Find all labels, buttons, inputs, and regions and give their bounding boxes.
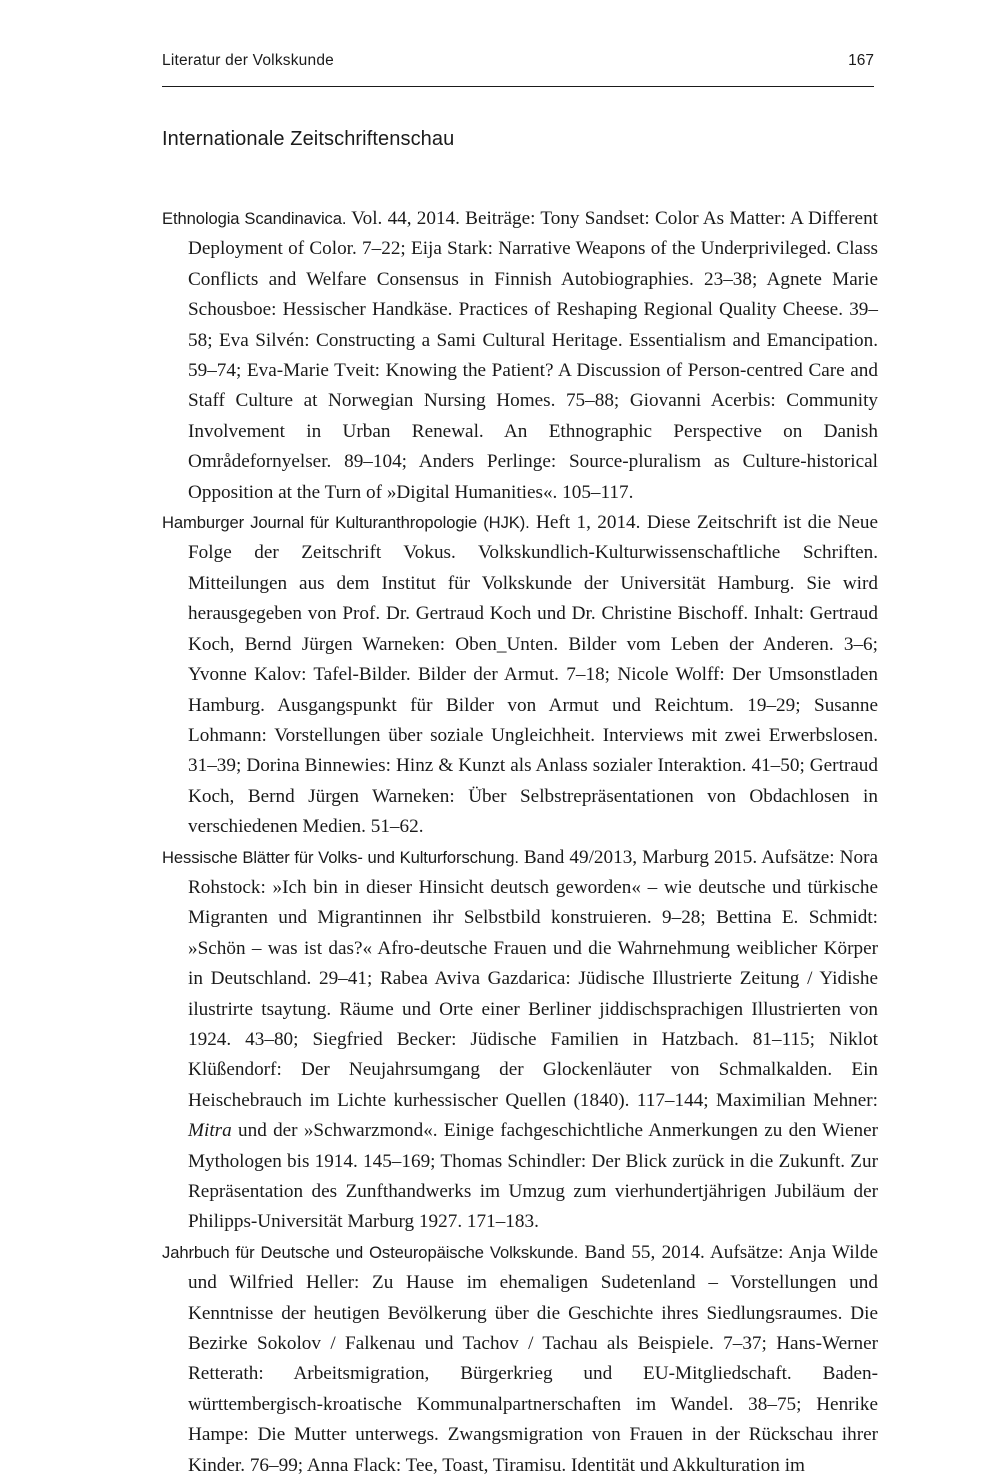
section-title: Internationale Zeitschriftenschau (162, 128, 455, 150)
entry-body: Vol. 44, 2014. Beiträge: Tony Sandset: Color As Matter: A Different Deployment of Color. 7–22; Eija Stark: Narrative Weapons of the Underprivileged. Class Conflicts and Welfare Consensus in Finnish Autobiographies. 23–38; Agnete Marie Schousboe: Hessischer Handkäse. Practices of Reshaping Regional Quality Cheese. 39–58; Eva Silvén: Constructing a Sami Cultural Heritage. Essentialism and Emancipation. 59–74; Eva-Marie Tveit: Knowing the Patient? A Discussion of Person-centred Care and Staff Culture at Norwegian Nursing Homes. 75–88; Giovanni Acerbis: Community Involvement in Urban Renewal. An Ethnographic Perspective on Danish Områdefornyelser. 89–104; Anders Perlinge: Source-pluralism as Culture-historical Opposition at the Turn of »Digital Humanities«. 105–117. (188, 208, 878, 503)
entry-body: Heft 1, 2014. Diese Zeitschrift ist die Neue Folge der Zeitschrift Vokus. Volkskundlich-Kulturwissenschaftliche Schriften. Mitteilungen aus dem Institut für Volkskunde der Universität Hamburg. Sie wird herausgegeben von Prof. Dr. Gertraud Koch und Dr. Christine Bischoff. Inhalt: Gertraud Koch, Bernd Jürgen Warneken: Oben_Unten. Bilder vom Leben der Anderen. 3–6; Yvonne Kalov: Tafel-Bilder. Bilder der Armut. 7–18; Nicole Wolff: Der Umsonstladen Hamburg. Ausgangspunkt für Bilder von Armut und Reichtum. 19–29; Susanne Lohmann: Vorstellungen über soziale Ungleichheit. Interviews mit zwei Erwerbslosen. 31–39; Dorina Binnewies: Hinz & Kunzt als Anlass sozialer Interaktion. 41–50; Gertraud Koch, Bernd Jürgen Warneken: Über Selbstrepräsentationen von Obdachlosen in verschiedenen Medien. 51–62. (188, 512, 878, 838)
list-item (162, 1238, 878, 1481)
running-title: Literatur der Volkskunde (162, 52, 334, 69)
header-divider (162, 86, 874, 87)
journal-title: Hamburger Journal für Kulturanthropologie (HJK). (162, 513, 530, 533)
list-item (162, 508, 878, 842)
journal-title: Jahrbuch für Deutsche und Osteuropäische Volkskunde. (162, 1242, 579, 1262)
entry-body-continued: und der »Schwarzmond«. Einige fachgeschichtliche Anmerkungen zu den Wiener Mythologen bis 1914. 145–169; Thomas Schindler: Der Blick zurück in die Zukunft. Zur Repräsentation des Zunfthandwerks im Umzug zum vierhundertjährigen Jubiläum der Philipps-Universität Marburg 1927. 171–183. (188, 1120, 878, 1233)
list-item (162, 204, 878, 508)
entry-body: Band 49/2013, Marburg 2015. Aufsätze: Nora Rohstock: »Ich bin in dieser Hinsicht deutsch geworden« – wie deutsche und türkische Migranten und Migrantinnen ihr Selbstbild konstruieren. 9–28; Bettina E. Schmidt: »Schön – was ist das?« Afro-deutsche Frauen und die Wahrnehmung weiblicher Körper in Deutschland. 29–41; Rabea Aviva Gazdarica: Jüdische Illustrierte Zeitung / Yidishe ilustrirte tsaytung. Räume und Orte einer Berliner jiddischsprachigen Illustrierten von 1924. 43–80; Siegfried Becker: Jüdische Familien in Hatzbach. 81–115; Niklot Klüßendorf: Der Neujahrsumgang der Glockenläuter von Schmalkalden. Ein Heischebrauch im Lichte kurhessischer Quellen (1840). 117–144; Maximilian Mehner: (188, 846, 878, 1111)
journal-title: Hessische Blätter für Volks- und Kulturforschung. (162, 847, 519, 867)
entry-italic-term: Mitra (188, 1120, 232, 1142)
page-header (162, 52, 874, 70)
journal-title: Ethnologia Scandinavica. (162, 209, 347, 228)
page-number: 167 (848, 52, 874, 69)
list-item (162, 843, 878, 1238)
bibliography-list (162, 204, 878, 1481)
entry-body: Band 55, 2014. Aufsätze: Anja Wilde und Wilfried Heller: Zu Hause im ehemaligen Sudetenland – Vorstellungen und Kenntnisse der heutigen Bevölkerung über die Geschichte ihres Siedlungsraumes. Die Bezirke Sokolov / Falkenau und Tachov / Tachau als Beispiele. 7–37; Hans-Werner Retterath: Arbeitsmigration, Bürgerkrieg und EU-Mitgliedschaft. Baden-württembergisch-kroatische Kommunalpartnerschaften im Wandel. 38–75; Henrike Hampe: Die Mutter unterwegs. Zwangsmigration von Frauen in der Rückschau ihrer Kinder. 76–99; Anna Flack: Tee, Toast, Tiramisu. Identität und Akkulturation im (188, 1241, 878, 1476)
